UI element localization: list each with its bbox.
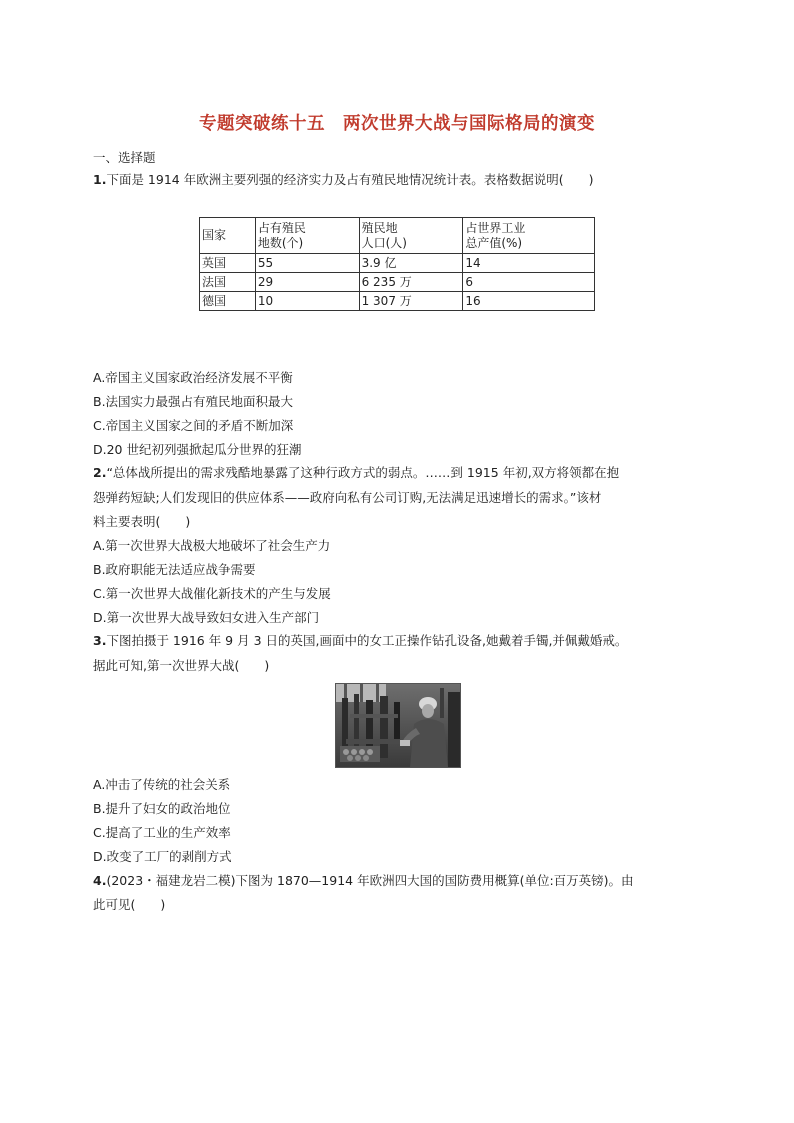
- question-3-number: 3.: [93, 633, 107, 648]
- table-header-cell: 殖民地 人口(人): [359, 218, 463, 254]
- q1-option-c[interactable]: C.帝国主义国家之间的矛盾不断加深: [93, 418, 294, 433]
- colony-statistics-table: [199, 217, 595, 311]
- table-cell: 德国: [200, 292, 256, 311]
- q2-option-c[interactable]: C.第一次世界大战催化新技术的产生与发展: [93, 586, 331, 601]
- table-row: [200, 254, 595, 273]
- question-4-number: 4.: [93, 873, 107, 888]
- q1-option-d[interactable]: D.20 世纪初列强掀起瓜分世界的狂潮: [93, 442, 302, 457]
- factory-worker-photo: [335, 683, 461, 768]
- q3-option-a[interactable]: A.冲击了传统的社会关系: [93, 777, 231, 792]
- question-2-text-line-3: 料主要表明( ): [93, 514, 191, 529]
- table-header-cell: 占世界工业 总产值(%): [463, 218, 595, 254]
- question-3-text-line-1: 下图拍摄于 1916 年 9 月 3 日的英国,画面中的女工正操作钻孔设备,她戴着手镯,并佩戴婚戒。: [106, 633, 628, 648]
- page-title: 专题突破练十五 两次世界大战与国际格局的演变: [199, 114, 595, 134]
- table-row: [200, 273, 595, 292]
- question-4-text-line-2: 此可见( ): [93, 897, 166, 912]
- question-4: [93, 873, 634, 889]
- question-2: [93, 465, 619, 481]
- section-heading: 一、选择题: [93, 150, 156, 165]
- question-1: [93, 172, 593, 188]
- table-cell: 1 307 万: [359, 292, 463, 311]
- question-1-number: 1.: [93, 172, 107, 187]
- table-header-cell: 占有殖民 地数(个): [255, 218, 359, 254]
- table-cell: 16: [463, 292, 595, 311]
- photo-illustration: [336, 684, 460, 767]
- table-header-cell: 国家: [200, 218, 256, 254]
- table-cell: 55: [255, 254, 359, 273]
- q2-option-b[interactable]: B.政府职能无法适应战争需要: [93, 562, 256, 577]
- question-2-number: 2.: [93, 465, 107, 480]
- q3-option-b[interactable]: B.提升了妇女的政治地位: [93, 801, 231, 816]
- question-2-text-line-1: “总体战所提出的需求残酷地暴露了这种行政方式的弱点。……到 1915 年初,双方将领都在抱: [106, 465, 620, 480]
- table-row: [200, 292, 595, 311]
- table-header-row: [200, 218, 595, 254]
- q1-option-a[interactable]: A.帝国主义国家政治经济发展不平衡: [93, 370, 293, 385]
- q3-option-c[interactable]: C.提高了工业的生产效率: [93, 825, 231, 840]
- table-cell: 英国: [200, 254, 256, 273]
- q1-option-b[interactable]: B.法国实力最强占有殖民地面积最大: [93, 394, 294, 409]
- q3-option-d[interactable]: D.改变了工厂的剥削方式: [93, 849, 232, 864]
- question-1-text: 下面是 1914 年欧洲主要列强的经济实力及占有殖民地情况统计表。表格数据说明( ): [106, 172, 594, 187]
- table-cell: 10: [255, 292, 359, 311]
- table-cell: 6 235 万: [359, 273, 463, 292]
- table-cell: 法国: [200, 273, 256, 292]
- table-cell: 14: [463, 254, 595, 273]
- table-cell: 3.9 亿: [359, 254, 463, 273]
- question-4-text-line-1: (2023・福建龙岩二模)下图为 1870—1914 年欧洲四大国的国防费用概算(单位:百万英镑)。由: [106, 873, 634, 888]
- table-cell: 6: [463, 273, 595, 292]
- q2-option-d[interactable]: D.第一次世界大战导致妇女进入生产部门: [93, 610, 320, 625]
- question-3-text-line-2: 据此可知,第一次世界大战( ): [93, 658, 270, 673]
- table-cell: 29: [255, 273, 359, 292]
- question-2-text-line-2: 怨弹药短缺;人们发现旧的供应体系——政府向私有公司订购,无法满足迅速增长的需求。”该材: [93, 490, 602, 505]
- q2-option-a[interactable]: A.第一次世界大战极大地破坏了社会生产力: [93, 538, 331, 553]
- question-3: [93, 633, 627, 649]
